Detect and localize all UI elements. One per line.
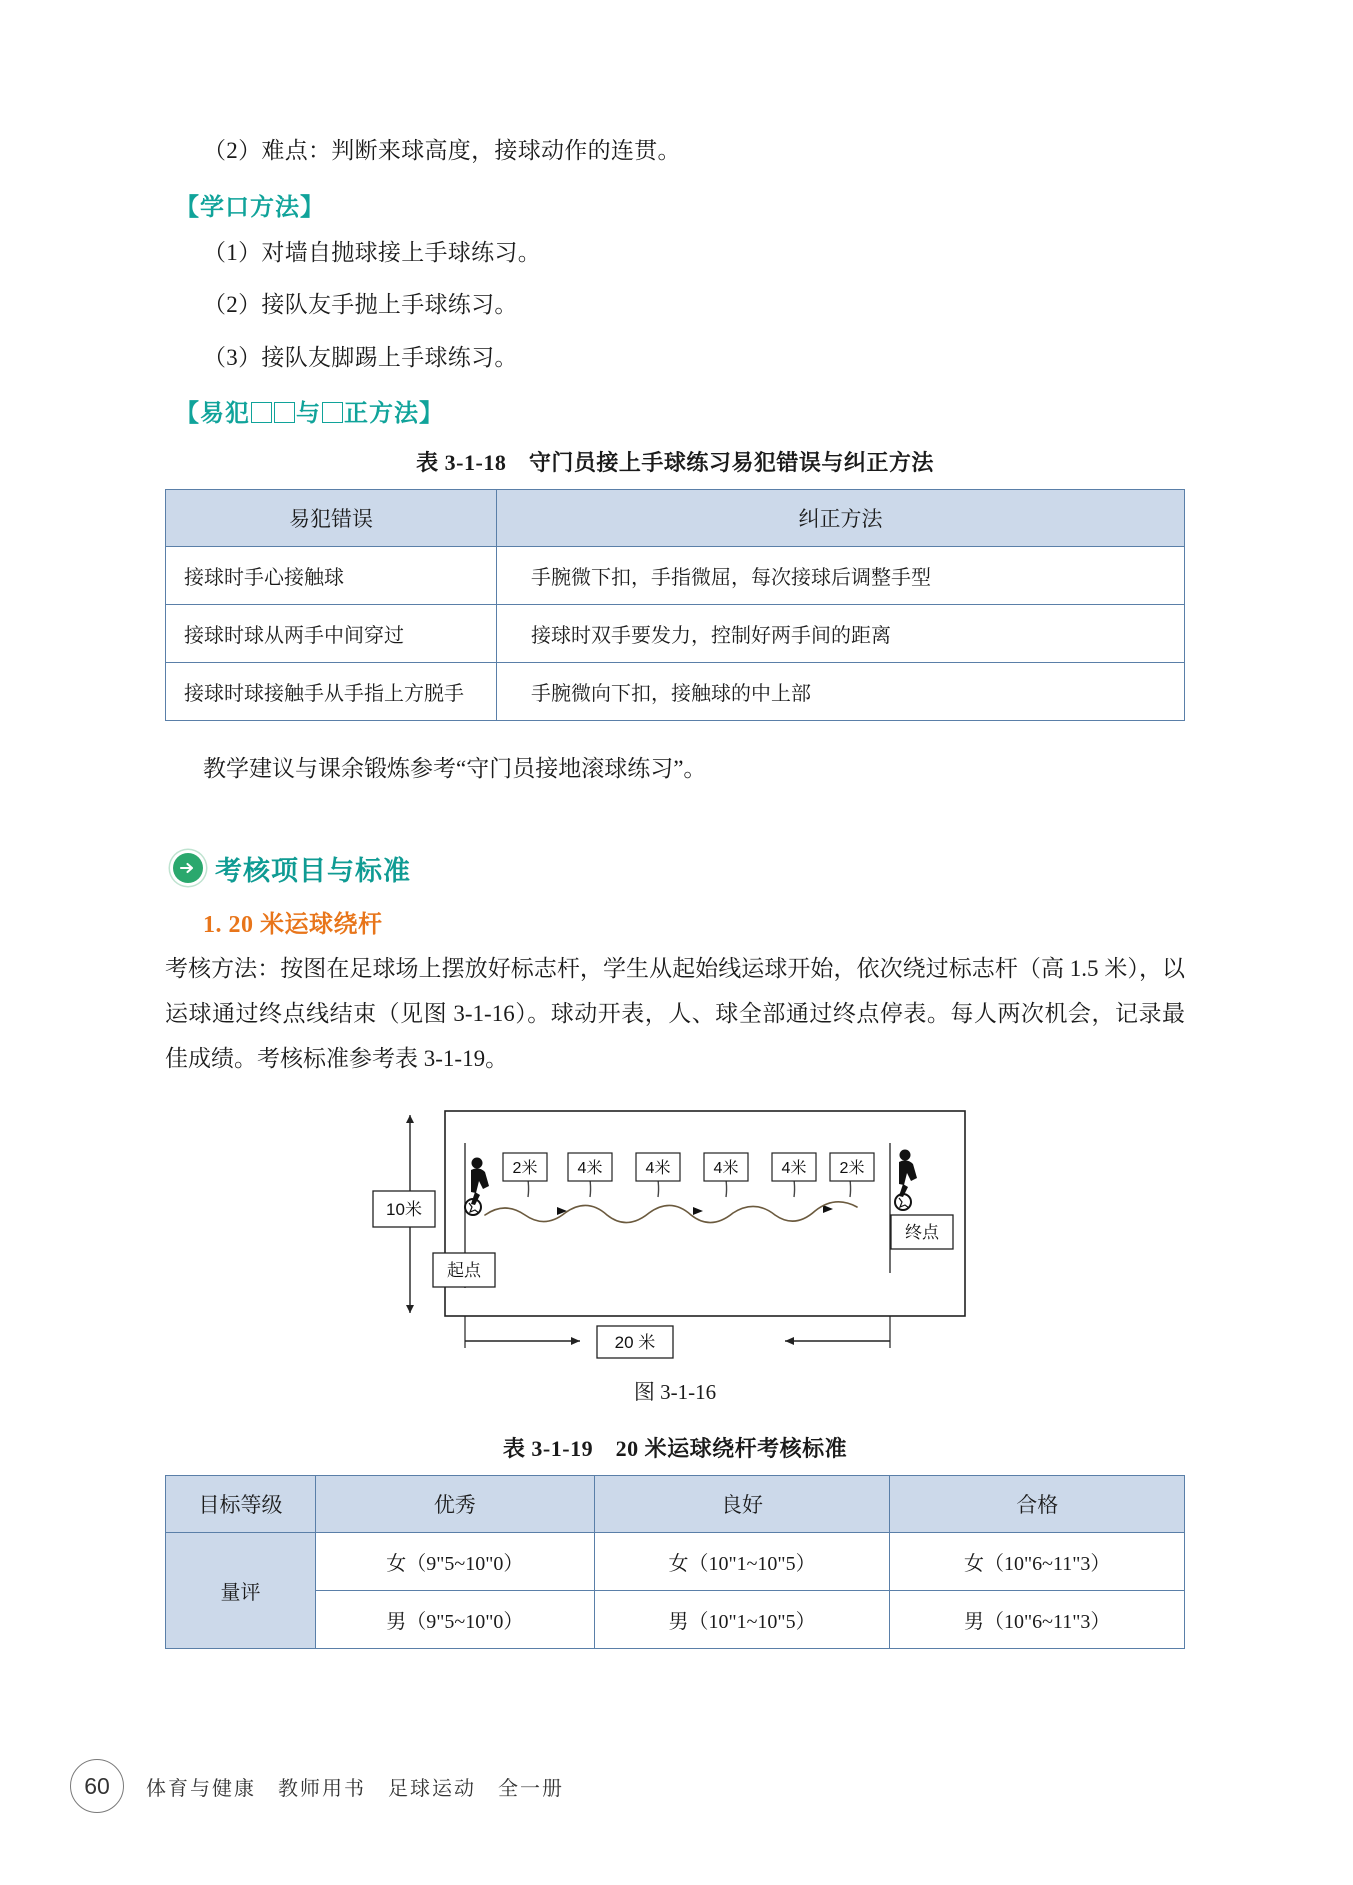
svg-text:4米: 4米 [781,1160,807,1178]
table-18-cell-1-1: 接球时双手要发力，控制好两手间的距离 [497,605,1185,663]
placeholder-box-icon [251,402,272,423]
heading-common-mistakes [175,393,1185,428]
table-18-cell-0-1: 手腕微下扣，手指微屈，每次接球后调整手型 [497,547,1185,605]
footer-text: 体育与健康 教师用书 足球运动 全一册 [146,1777,564,1800]
table-18-cell-2-1: 手腕微向下扣，接触球的中上部 [497,663,1185,721]
table-19-cell-0-0: 女（9"5~10"0） [316,1533,595,1591]
svg-text:2米: 2米 [512,1160,538,1178]
table-19-cell-1-1: 男（10"1~10"5） [594,1591,890,1649]
paragraph-method-3: （3）接队友脚踢上手球练习。 [203,344,518,370]
table-row [166,547,1185,605]
table-19-row-label: 量评 [166,1533,316,1649]
section-heading-text: 考核项目与标准 [215,855,411,886]
table-18-header-0: 易犯错误 [166,490,497,547]
table-19-cell-0-2: 女（10"6~11"3） [890,1533,1185,1591]
table-19-cell-1-0: 男（9"5~10"0） [316,1591,595,1649]
paragraph-after-table-18: 教学建议与课余锻炼参考“守门员接地滚球练习”。 [203,756,707,782]
table-row [166,605,1185,663]
svg-text:4米: 4米 [713,1160,739,1178]
heading-learning-method [175,187,1185,222]
page-footer [70,1759,564,1813]
svg-text:2米: 2米 [839,1160,865,1178]
table-row [166,1591,1185,1649]
table-19-caption: 表 3-1-19 20 米运球绕杆考核标准 [502,1436,848,1462]
page-content [165,130,1185,1649]
table-19-header-3: 合格 [890,1476,1185,1533]
table-18-cell-0-0: 接球时手心接触球 [166,547,497,605]
svg-text:10米: 10米 [386,1200,422,1220]
svg-text:20 米: 20 米 [614,1333,656,1353]
table-assessment-standard [165,1475,1185,1649]
placeholder-box-icon [322,402,343,423]
table-18-caption: 表 3-1-18 守门员接上手球练习易犯错误与纠正方法 [416,450,934,476]
heading-mistakes-suffix: 正方法】 [344,401,444,428]
table-19-header-0: 目标等级 [166,1476,316,1533]
table-18-cell-2-0: 接球时球接触手从手指上方脱手 [166,663,497,721]
heading-mistakes-mid: 与 [296,401,321,428]
page-number: 60 [70,1759,124,1813]
placeholder-box-icon [274,402,295,423]
figure-3-1-16 [165,1103,1185,1368]
player-silhouette-finish [895,1150,917,1211]
table-19-cell-0-1: 女（10"1~10"5） [594,1533,890,1591]
table-row [166,1533,1185,1591]
figure-caption: 图 3-1-16 [633,1380,717,1405]
subsection-heading: 1. 20 米运球绕杆 [203,911,383,938]
table-18-cell-1-0: 接球时球从两手中间穿过 [166,605,497,663]
heading-learning-method-text: 【学口方法】 [175,194,325,221]
svg-text:4米: 4米 [577,1160,603,1178]
paragraph-method-2: （2）接队友手抛上手球练习。 [203,292,518,318]
table-common-mistakes [165,489,1185,721]
table-19-cell-1-2: 男（10"6~11"3） [890,1591,1185,1649]
paragraph-difficulty: （2）难点：判断来球高度，接球动作的连贯。 [203,138,681,163]
table-header-row [166,1476,1185,1533]
table-19-header-2: 良好 [594,1476,890,1533]
svg-text:起点: 起点 [447,1261,481,1281]
table-18-header-1: 纠正方法 [497,490,1185,547]
section-heading-assessment [165,849,1185,888]
figure-drawing [325,1103,1025,1368]
svg-text:终点: 终点 [905,1223,939,1243]
paragraph-assessment-method: 考核方法：按图在足球场上摆放好标志杆，学生从起始线运球开始，依次绕过标志杆（高 1.5 米），以运球通过终点线结束（见图 3-1-16）。球动开表，人、球全部通过终点停表。每人两次机会，记录最佳成绩。考核标准参考表 3-1-19。 [165,955,1185,1071]
table-row [166,663,1185,721]
player-silhouette-start [465,1158,489,1216]
arrow-right-circle-icon [173,853,203,883]
table-header-row [166,490,1185,547]
table-19-header-1: 优秀 [316,1476,595,1533]
paragraph-method-1: （1）对墙自抛球接上手球练习。 [203,239,541,265]
svg-text:4米: 4米 [645,1160,671,1178]
heading-mistakes-prefix: 【易犯 [175,401,250,428]
